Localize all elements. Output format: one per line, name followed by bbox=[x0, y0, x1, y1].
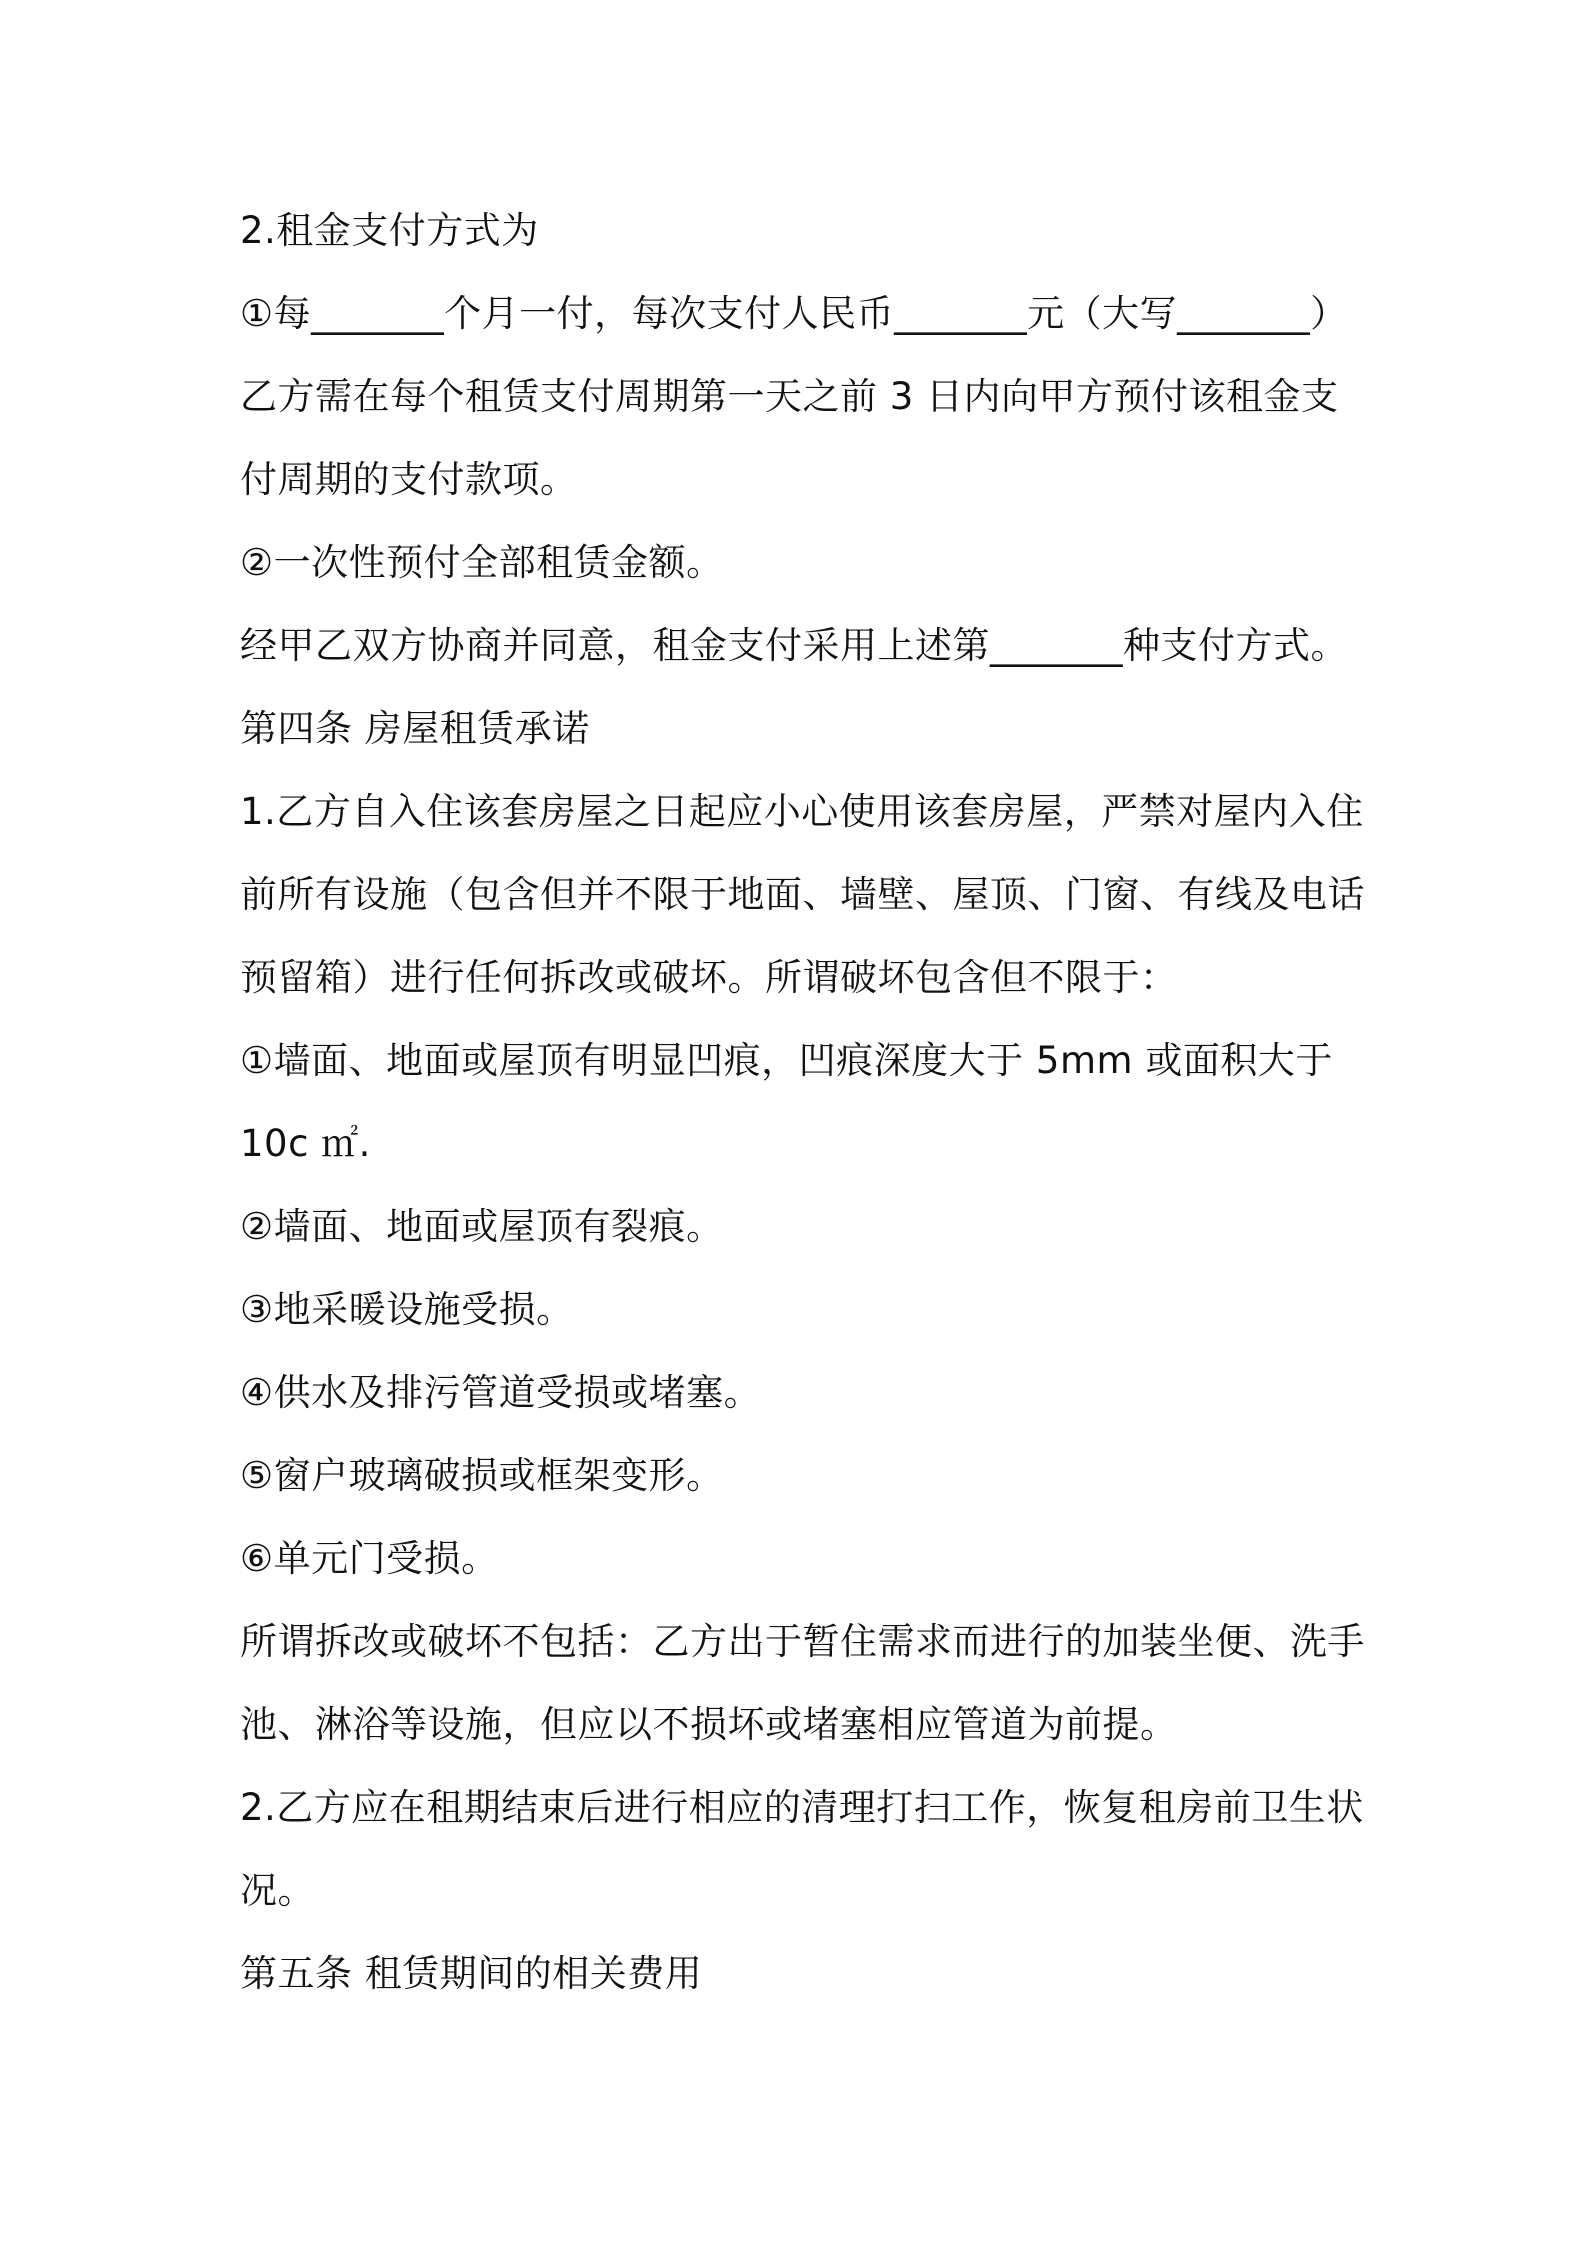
paragraph-line: 况。 bbox=[240, 1869, 315, 1912]
paragraph-line: 10c ㎡. bbox=[240, 1122, 371, 1165]
payment-option-2: ②一次性预付全部租赁金额。 bbox=[240, 541, 724, 584]
paragraph-line: 2.乙方应在租期结束后进行相应的清理打扫工作，恢复租房前卫生状 bbox=[240, 1786, 1364, 1829]
paragraph-line: 池、淋浴等设施，但应以不损坏或堵塞相应管道为前提。 bbox=[240, 1703, 1178, 1746]
list-item: ⑤窗户玻璃破损或框架变形。 bbox=[240, 1454, 724, 1497]
article-four-heading: 第四条 房屋租赁承诺 bbox=[240, 707, 590, 750]
list-item: ⑥单元门受损。 bbox=[240, 1537, 499, 1580]
paragraph-line: 乙方需在每个租赁支付周期第一天之前 3 日内向甲方预付该租金支 bbox=[240, 375, 1339, 418]
list-item: ②墙面、地面或屋顶有裂痕。 bbox=[240, 1205, 724, 1248]
list-item: ④供水及排污管道受损或堵塞。 bbox=[240, 1371, 762, 1414]
paragraph-line: 付周期的支付款项。 bbox=[240, 458, 578, 501]
list-item: ①墙面、地面或屋顶有明显凹痕，凹痕深度大于 5mm 或面积大于 bbox=[240, 1039, 1333, 1082]
paragraph-line: 1.乙方自入住该套房屋之日起应小心使用该套房屋，严禁对屋内入住 bbox=[240, 790, 1364, 833]
list-item: ③地采暖设施受损。 bbox=[240, 1288, 574, 1331]
paragraph-line: 前所有设施（包含但并不限于地面、墙壁、屋顶、门窗、有线及电话 bbox=[240, 873, 1365, 916]
paragraph-line: 所谓拆改或破坏不包括：乙方出于暂住需求而进行的加装坐便、洗手 bbox=[240, 1620, 1365, 1663]
payment-option-1: ①每_______个月一付，每次支付人民币_______元（大写_______） bbox=[240, 292, 1348, 335]
article-five-heading: 第五条 租赁期间的相关费用 bbox=[240, 1952, 703, 1995]
paragraph-line: 经甲乙双方协商并同意，租金支付采用上述第_______种支付方式。 bbox=[240, 624, 1348, 667]
paragraph-line: 预留箱）进行任何拆改或破坏。所谓破坏包含但不限于： bbox=[240, 956, 1178, 999]
payment-method-heading: 2.租金支付方式为 bbox=[240, 209, 539, 252]
